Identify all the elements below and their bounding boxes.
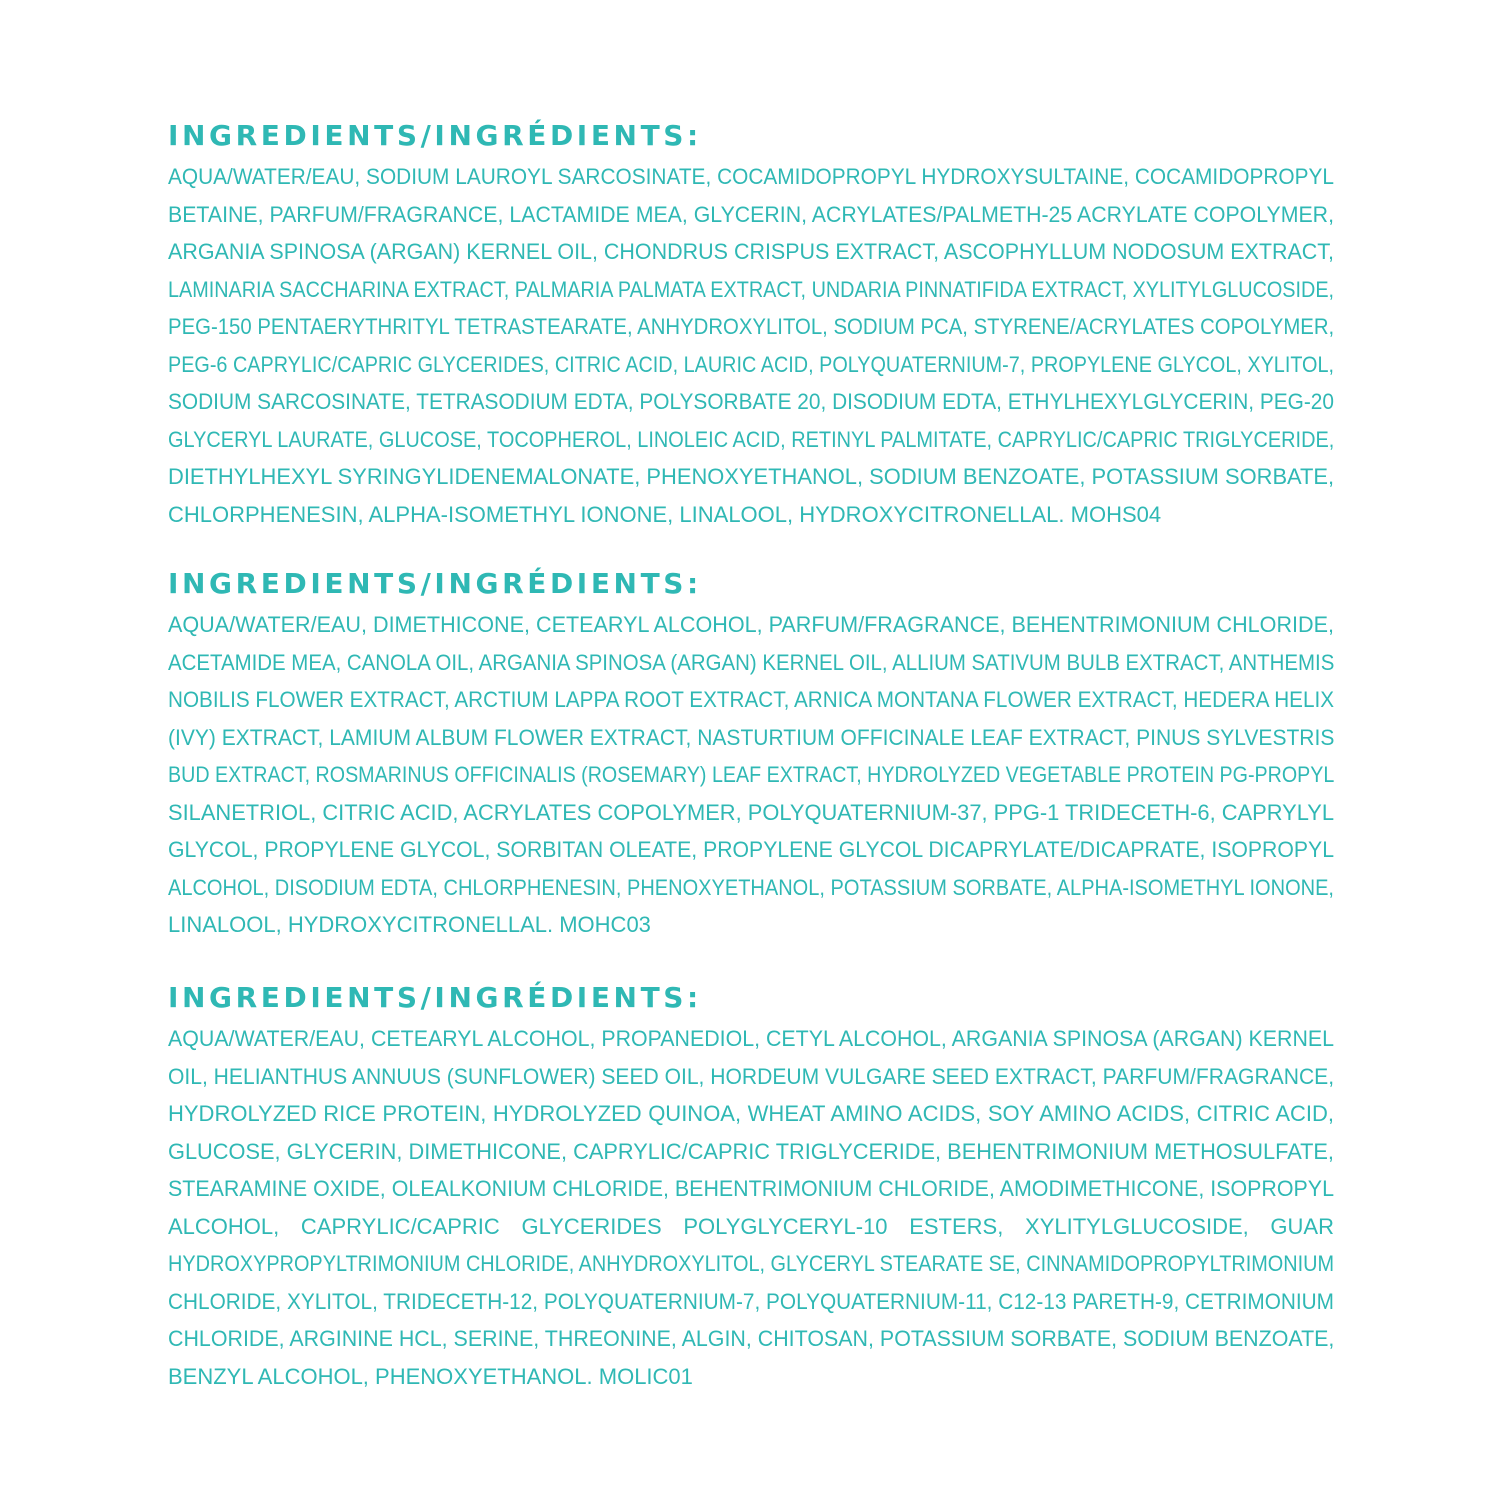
ingredient-line: BETAINE, PARFUM/FRAGRANCE, LACTAMIDE MEA, GLYCERIN, ACRYLATES/PALMETH-25 ACRYLATE COPOLYMER, xyxy=(168,201,1334,227)
ingredient-line: PEG-6 CAPRYLIC/CAPRIC GLYCERIDES, CITRIC ACID, LAURIC ACID, POLYQUATERNIUM-7, PROPYLENE GLYCOL, XYLITOL, xyxy=(168,351,1334,377)
ingredients-section-1 xyxy=(168,118,1334,533)
ingredient-line: GLYCERYL LAURATE, GLUCOSE, TOCOPHEROL, LINOLEIC ACID, RETINYL PALMITATE, CAPRYLIC/CAPRIC TRIGLYCERIDE, xyxy=(168,426,1335,452)
ingredient-line: LAMINARIA SACCHARINA EXTRACT, PALMARIA PALMATA EXTRACT, UNDARIA PINNATIFIDA EXTRACT, XYLITYLGLUCOSIDE, xyxy=(168,276,1335,302)
ingredients-section-3 xyxy=(168,980,1334,1395)
ingredient-line: HYDROLYZED RICE PROTEIN, HYDROLYZED QUINOA, WHEAT AMINO ACIDS, SOY AMINO ACIDS, CITRIC ACID, xyxy=(168,1101,1334,1126)
ingredient-line: CHLORIDE, XYLITOL, TRIDECETH-12, POLYQUATERNIUM-7, POLYQUATERNIUM-11, C12-13 PARETH-9, CETRIMONIUM xyxy=(168,1288,1334,1314)
ingredient-line: ALCOHOL, DISODIUM EDTA, CHLORPHENESIN, PHENOXYETHANOL, POTASSIUM SORBATE, ALPHA-ISOMETHYL IONONE, xyxy=(168,874,1334,900)
section-heading: INGREDIENTS/INGRÉDIENTS: xyxy=(168,981,702,1014)
ingredient-line: OIL, HELIANTHUS ANNUUS (SUNFLOWER) SEED OIL, HORDEUM VULGARE SEED EXTRACT, PARFUM/FRAGRANCE, xyxy=(168,1063,1335,1089)
ingredient-line: (IVY) EXTRACT, LAMIUM ALBUM FLOWER EXTRACT, NASTURTIUM OFFICINALE LEAF EXTRACT, PINUS SYLVESTRIS xyxy=(168,724,1335,750)
ingredient-line: AQUA/WATER/EAU, CETEARYL ALCOHOL, PROPANEDIOL, CETYL ALCOHOL, ARGANIA SPINOSA (ARGAN) KERNEL xyxy=(168,1026,1334,1051)
ingredient-line: GLYCOL, PROPYLENE GLYCOL, SORBITAN OLEATE, PROPYLENE GLYCOL DICAPRYLATE/DICAPRATE, ISOPROPYL xyxy=(168,837,1334,862)
ingredient-line: HYDROXYPROPYLTRIMONIUM CHLORIDE, ANHYDROXYLITOL, GLYCERYL STEARATE SE, CINNAMIDOPROPYLTRIMONIUM xyxy=(168,1251,1335,1276)
ingredient-list xyxy=(168,1020,1334,1395)
ingredient-line: DIETHYLHEXYL SYRINGYLIDENEMALONATE, PHENOXYETHANOL, SODIUM BENZOATE, POTASSIUM SORBATE, xyxy=(168,464,1335,489)
ingredient-line: AQUA/WATER/EAU, SODIUM LAUROYL SARCOSINATE, COCAMIDOPROPYL HYDROXYSULTAINE, COCAMIDOPROPYL xyxy=(168,164,1334,189)
ingredient-list xyxy=(168,158,1334,533)
ingredient-line: BUD EXTRACT, ROSMARINUS OFFICINALIS (ROSEMARY) LEAF EXTRACT, HYDROLYZED VEGETABLE PROTEIN PG-PROPYL xyxy=(168,762,1335,787)
section-heading: INGREDIENTS/INGRÉDIENTS: xyxy=(168,567,702,600)
ingredient-line: ACETAMIDE MEA, CANOLA OIL, ARGANIA SPINOSA (ARGAN) KERNEL OIL, ALLIUM SATIVUM BULB EXTRACT, ANTHEMIS xyxy=(168,649,1335,675)
ingredient-line: BENZYL ALCOHOL, PHENOXYETHANOL. MOLIC01 xyxy=(168,1363,693,1389)
ingredient-line: GLUCOSE, GLYCERIN, DIMETHICONE, CAPRYLIC/CAPRIC TRIGLYCERIDE, BEHENTRIMONIUM METHOSULFATE, xyxy=(168,1138,1334,1164)
ingredient-line: NOBILIS FLOWER EXTRACT, ARCTIUM LAPPA ROOT EXTRACT, ARNICA MONTANA FLOWER EXTRACT, HEDERA HELIX xyxy=(168,687,1334,712)
ingredient-line: SILANETRIOL, CITRIC ACID, ACRYLATES COPOLYMER, POLYQUATERNIUM-37, PPG-1 TRIDECETH-6, CAPRYLYL xyxy=(168,799,1334,825)
ingredients-section-2 xyxy=(168,566,1334,944)
ingredient-line: CHLORIDE, ARGININE HCL, SERINE, THREONINE, ALGIN, CHITOSAN, POTASSIUM SORBATE, SODIUM BENZOATE, xyxy=(168,1326,1335,1351)
section-heading: INGREDIENTS/INGRÉDIENTS: xyxy=(168,119,702,152)
ingredient-line: CHLORPHENESIN, ALPHA-ISOMETHYL IONONE, LINALOOL, HYDROXYCITRONELLAL. MOHS04 xyxy=(168,501,1162,527)
ingredient-line: SODIUM SARCOSINATE, TETRASODIUM EDTA, POLYSORBATE 20, DISODIUM EDTA, ETHYLHEXYLGLYCERIN, PEG-20 xyxy=(168,389,1334,414)
ingredient-line: ALCOHOL, CAPRYLIC/CAPRIC GLYCERIDES POLYGLYCERYL-10 ESTERS, XYLITYLGLUCOSIDE, GUAR xyxy=(168,1213,1334,1239)
ingredient-line: AQUA/WATER/EAU, DIMETHICONE, CETEARYL ALCOHOL, PARFUM/FRAGRANCE, BEHENTRIMONIUM CHLORIDE, xyxy=(168,612,1334,637)
ingredient-line: ARGANIA SPINOSA (ARGAN) KERNEL OIL, CHONDRUS CRISPUS EXTRACT, ASCOPHYLLUM NODOSUM EXTRACT, xyxy=(168,239,1334,264)
ingredient-list xyxy=(168,606,1334,944)
ingredient-line: LINALOOL, HYDROXYCITRONELLAL. MOHC03 xyxy=(168,912,651,937)
ingredient-line: STEARAMINE OXIDE, OLEALKONIUM CHLORIDE, BEHENTRIMONIUM CHLORIDE, AMODIMETHICONE, ISOPROPYL xyxy=(168,1176,1334,1201)
ingredient-line: PEG-150 PENTAERYTHRITYL TETRASTEARATE, ANHYDROXYLITOL, SODIUM PCA, STYRENE/ACRYLATES COPOLYMER, xyxy=(168,314,1335,339)
